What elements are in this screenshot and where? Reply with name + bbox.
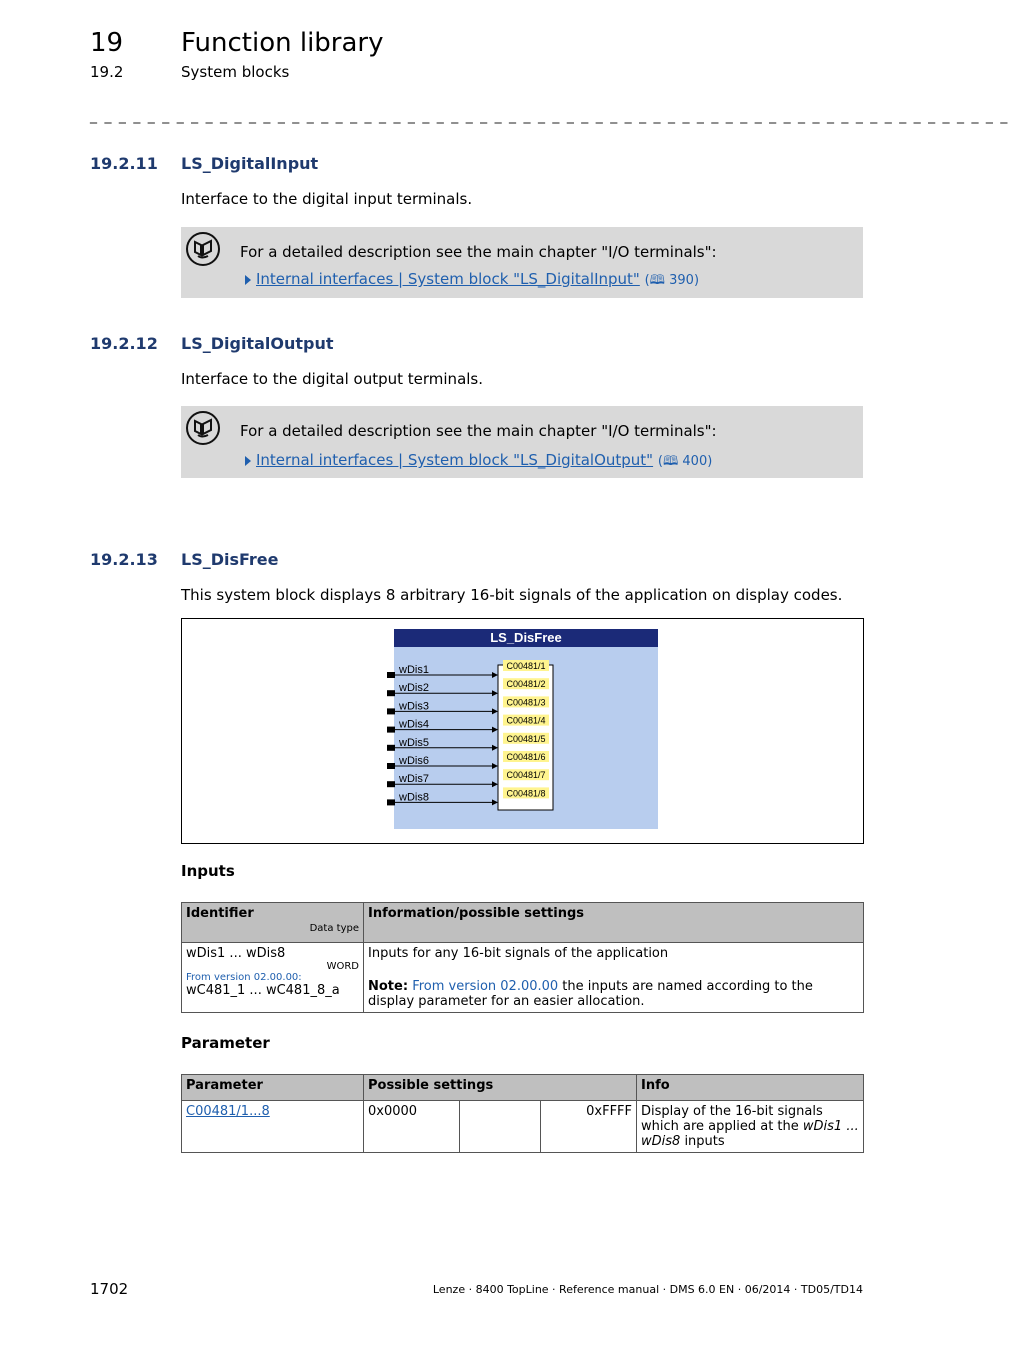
heading-title: LS_DigitalOutput	[181, 334, 334, 353]
note-label: Note:	[368, 979, 409, 994]
input-port	[387, 672, 395, 678]
input-port	[387, 781, 395, 787]
heading-number: 19.2.13	[90, 550, 158, 569]
parameter-link[interactable]: C00481/1...8	[186, 1104, 270, 1119]
info-pre: Display of the 16-bit signals which are applied at the	[641, 1104, 823, 1134]
note-text: For a detailed description see the main chapter "I/O terminals":	[240, 422, 717, 440]
page-number: 1702	[90, 1280, 129, 1298]
ls-disfree-block-diagram	[182, 619, 863, 843]
footer-text: Lenze · 8400 TopLine · Reference manual · DMS 6.0 EN · 06/2014 · TD05/TD14	[432, 1283, 863, 1296]
input-port	[387, 763, 395, 769]
heading-title: LS_DisFree	[181, 550, 279, 569]
display-code: C00481/6	[506, 752, 546, 762]
intro-text: Interface to the digital input terminals.	[181, 190, 473, 208]
info-cell	[637, 1101, 864, 1153]
input-label: wDis1	[399, 664, 429, 676]
input-label: wDis2	[399, 682, 429, 695]
divider: _ _ _ _ _ _ _ _ _ _ _ _ _ _ _ _ _ _ _ _ _ _ _ _ _ _ _ _ _ _ _ _ _ _ _ _ _ _ _ _ _ _ _ _ _ _ _ _ _ _ _ _ _ _ _ _ _ _ _ _ _ _ _ _	[90, 108, 1009, 124]
section-number: 19.2	[90, 63, 124, 81]
table-header-identifier	[182, 903, 364, 943]
identifier-label: Identifier	[186, 906, 254, 921]
max-value: 0xFFFF	[541, 1101, 637, 1153]
page-ref[interactable]: (🕮 400)	[657, 454, 713, 469]
info-post: inputs	[680, 1134, 725, 1149]
info-italic: wDis1 ... wDis8	[641, 1119, 859, 1149]
unit-cell	[460, 1101, 541, 1153]
note-link-row	[245, 270, 699, 293]
identifier-cell	[182, 943, 364, 1013]
info-text: Inputs for any 16-bit signals of the application	[368, 946, 669, 961]
parameter-heading: Parameter	[181, 1034, 270, 1052]
diagram-frame	[181, 618, 864, 844]
reference-link[interactable]: Internal interfaces | System block "LS_DigitalInput"	[256, 270, 640, 288]
book-hand-icon	[186, 232, 220, 266]
chapter-title: Function library	[181, 28, 384, 58]
table-header-settings: Possible settings	[364, 1075, 637, 1101]
version-label: From version 02.00.00:	[186, 972, 302, 983]
chapter-number: 19	[90, 28, 124, 58]
display-code: C00481/5	[506, 733, 546, 744]
heading-number: 19.2.11	[90, 154, 158, 173]
note-rest: the inputs are named according to the display parameter for an easier allocation.	[368, 979, 813, 1009]
inputs-heading: Inputs	[181, 862, 235, 880]
datatype-label: Data type	[309, 923, 359, 934]
table-header-info: Info	[637, 1075, 864, 1101]
intro-text: Interface to the digital output terminals.	[181, 370, 484, 388]
book-hand-icon	[186, 411, 220, 445]
input-port	[387, 727, 395, 733]
input-label: wDis5	[399, 736, 429, 749]
input-port	[387, 690, 395, 696]
note-paragraph	[368, 979, 859, 1009]
display-code: C00481/3	[506, 697, 546, 708]
heading-title: LS_DigitalInput	[181, 154, 319, 173]
display-code: C00481/1	[506, 661, 546, 671]
input-label: wDis6	[399, 755, 429, 767]
input-label: wDis8	[399, 791, 429, 804]
version-link[interactable]: From version 02.00.00	[412, 979, 559, 994]
intro-text: This system block displays 8 arbitrary 16-bit signals of the application on display codes.	[181, 586, 843, 604]
min-value: 0x0000	[364, 1101, 460, 1153]
input-port	[387, 799, 395, 805]
table-header-info: Information/possible settings	[364, 903, 864, 943]
heading-number: 19.2.12	[90, 334, 158, 353]
parameter-table	[181, 1074, 864, 1153]
table-header-parameter: Parameter	[182, 1075, 364, 1101]
alt-identifier: wC481_1 ... wC481_8_a	[186, 983, 340, 998]
section-title: System blocks	[181, 63, 290, 81]
display-code: C00481/4	[506, 715, 546, 726]
note-link-row	[245, 451, 712, 474]
reference-link[interactable]: Internal interfaces | System block "LS_DigitalOutput"	[256, 451, 654, 469]
inputs-table	[181, 902, 864, 1013]
input-label: wDis4	[399, 718, 429, 731]
display-code: C00481/2	[506, 679, 546, 690]
display-code: C00481/7	[506, 770, 546, 781]
info-cell	[364, 943, 864, 1013]
input-port	[387, 708, 395, 714]
triangle-right-icon	[245, 456, 251, 466]
page-ref[interactable]: (🕮 390)	[644, 273, 700, 288]
input-label: wDis3	[399, 700, 429, 713]
triangle-right-icon	[245, 275, 251, 285]
input-label: wDis7	[399, 773, 429, 786]
parameter-cell	[182, 1101, 364, 1153]
note-box	[181, 227, 863, 298]
datatype-value: WORD	[326, 961, 359, 972]
display-code: C00481/8	[506, 788, 546, 799]
note-text: For a detailed description see the main chapter "I/O terminals":	[240, 243, 717, 261]
identifier-value: wDis1 ... wDis8	[186, 946, 286, 961]
note-box	[181, 406, 863, 478]
input-port	[387, 745, 395, 751]
block-title: LS_DisFree	[490, 630, 562, 645]
